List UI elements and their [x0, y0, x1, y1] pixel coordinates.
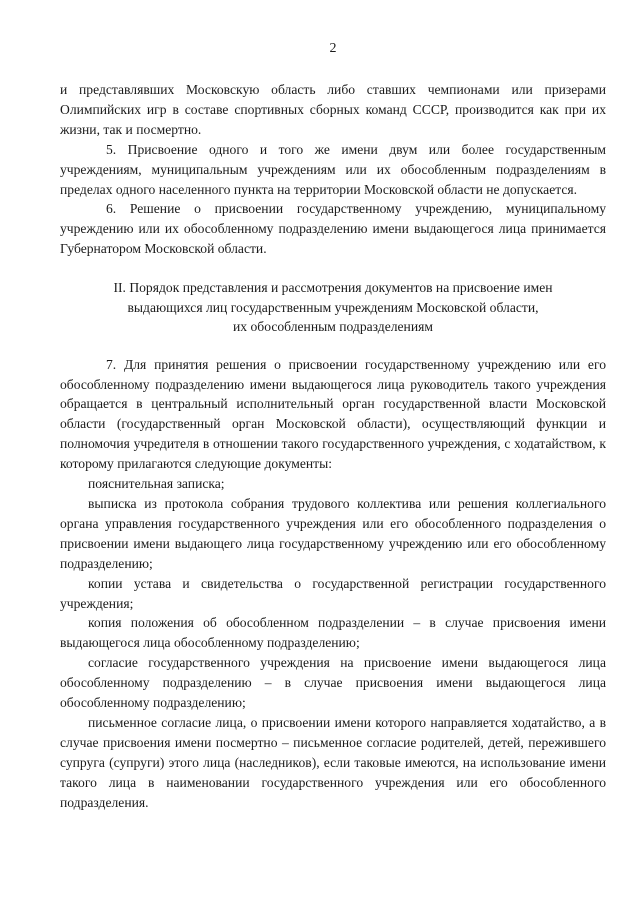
document-item-regulation-copy: копия положения об обособленном подразделении – в случае присвоения имени выдающегося лица обособленному подразделению;: [60, 615, 606, 651]
clause-5: 5. Присвоение одного и того же имени двум или более государственным учреждениям, муниципальным учреждениям или их обособленным подразделениям в пределах одного населенного пункта на территории Московской области не допускается.: [60, 141, 606, 197]
document-item-written-consent: письменное согласие лица, о присвоении имени которого направляется ходатайство, а в случае присвоения имени посмертно – письменное согласие родителей, детей, пережившего супруга (супруги) этого лица (наследников), если таковые имеются, на использование имени такого лица в наименовании государственного учреждения или его обособленного подразделения.: [60, 714, 606, 810]
clause-6: 6. Решение о присвоении государственному учреждению, муниципальному учреждению или их обособленному подразделению имени выдающегося лица принимается Губернатором Московской области.: [60, 201, 606, 257]
document-item-protocol-extract: выписка из протокола собрания трудового коллектива или решения коллегиального органа управления государственного учреждения или его обособленного подразделения о присвоении имени выдающего лица государственному учреждению или его обособленному подразделению;: [60, 496, 606, 571]
section-heading: [80, 278, 586, 337]
intro-paragraph: и представлявших Московскую область либо ставших чемпионами или призерами Олимпийских игр в составе спортивных сборных команд СССР, производится как при их жизни, так и посмертно.: [60, 82, 606, 137]
document-item-explanatory-note: пояснительная записка;: [88, 476, 225, 492]
document-item-institution-consent: согласие государственного учреждения на присвоение имени выдающегося лица обособленному подразделению – в случае присвоения имени выдающегося лица обособленному подразделению;: [60, 655, 606, 711]
clause-7: 7. Для принятия решения о присвоении государственному учреждению или его обособленному подразделению имени выдающегося лица руководитель такого учреждения обращается в центральный исполнительный орган государственной власти Московской области (государственный орган Московской области), осуществляющий функции и полномочия учредителя в отношении такого государственного учреждения, с ходатайством, к которому прилагаются следующие документы:: [60, 356, 606, 472]
section-heading-line: выдающихся лиц государственным учреждениям Московской области,: [127, 299, 539, 315]
section-heading-line: их обособленным подразделениям: [233, 319, 433, 335]
section-heading-line: II. Порядок представления и рассмотрения документов на присвоение имен: [113, 280, 553, 296]
page-number: 2: [329, 41, 337, 56]
document-item-charter-copies: копии устава и свидетельства о государственной регистрации государственного учреждения;: [60, 575, 606, 611]
